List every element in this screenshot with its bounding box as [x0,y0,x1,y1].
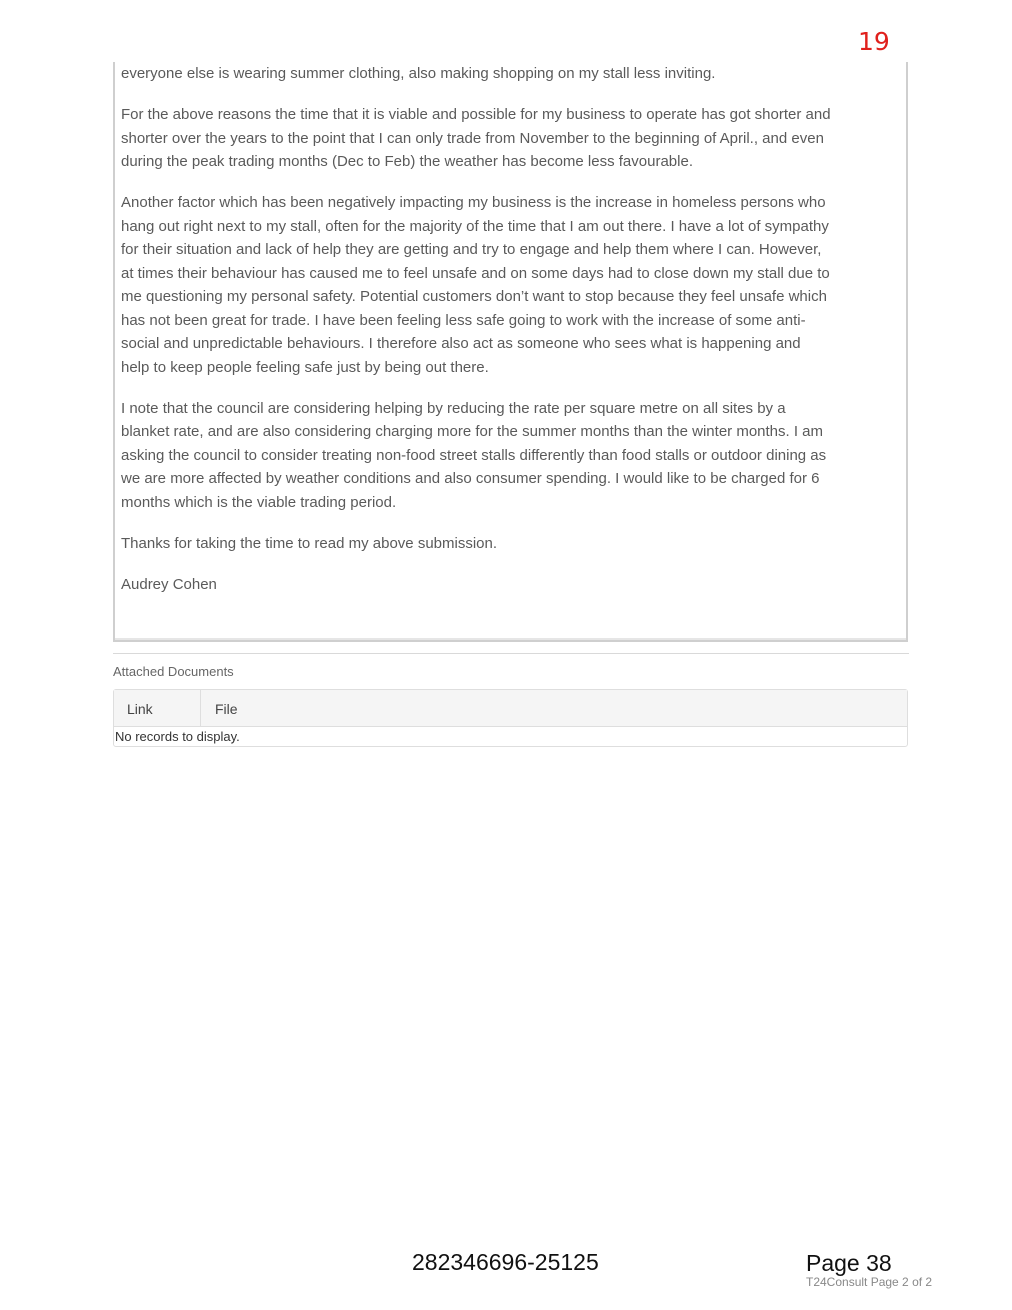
attached-documents-table [113,689,908,747]
submission-paragraph: For the above reasons the time that it is viable and possible for my business to operate has got shorter and shorter over the years to the point that I can only trade from November to the beginning of April., and even during the peak trading months (Dec to Feb) the weather has become less favourable. [121,106,831,170]
submission-paragraph: Another factor which has been negatively impacting my business is the increase in homeless persons who hang out right next to my stall, often for the majority of the time that I am out there. I have a lot of sympathy for their situation and lack of help they are getting and try to engage and help them where I can. However, at times their behaviour has caused me to feel unsafe and on some days had to close down my stall due to me questioning my personal safety. Potential customers don’t want to stop because they feel unsafe which has not been great for trade. I have been feeling less safe going to work with the increase of some anti-social and unpredictable behaviours. I therefore also act as someone who sees what is happening and help to keep people feeling safe just by being out there. [121,194,830,376]
attached-documents-title: Attached Documents [113,664,234,679]
column-header-link[interactable]: Link [114,690,201,726]
document-id: 282346696-25125 [412,1249,599,1275]
submission-text [121,62,833,614]
submission-paragraph: I note that the council are considering helping by reducing the rate per square metre on all sites by a blanket rate, and are also considering charging more for the summer months than the winter months. I am asking the council to consider treating non-food street stalls differently than food stalls or outdoor dining as we are more affected by weather conditions and also consumer spending. I would like to be charged for 6 months which is the viable trading period. [121,399,827,511]
empty-table-message: No records to display. [115,729,240,744]
submission-paragraph: Thanks for taking the time to read my above submission. [121,534,498,552]
page-number: 19 [858,27,890,56]
submission-signature: Audrey Cohen [121,575,217,593]
section-divider [113,653,909,654]
page-label: Page 38 [806,1250,892,1276]
submission-paragraph: everyone else is wearing summer clothing, also making shopping on my stall less inviting. [121,65,716,82]
column-header-file[interactable]: File [215,701,238,717]
table-header [114,690,907,727]
footer-note: T24Consult Page 2 of 2 [806,1275,933,1289]
submission-text-box [113,62,908,642]
